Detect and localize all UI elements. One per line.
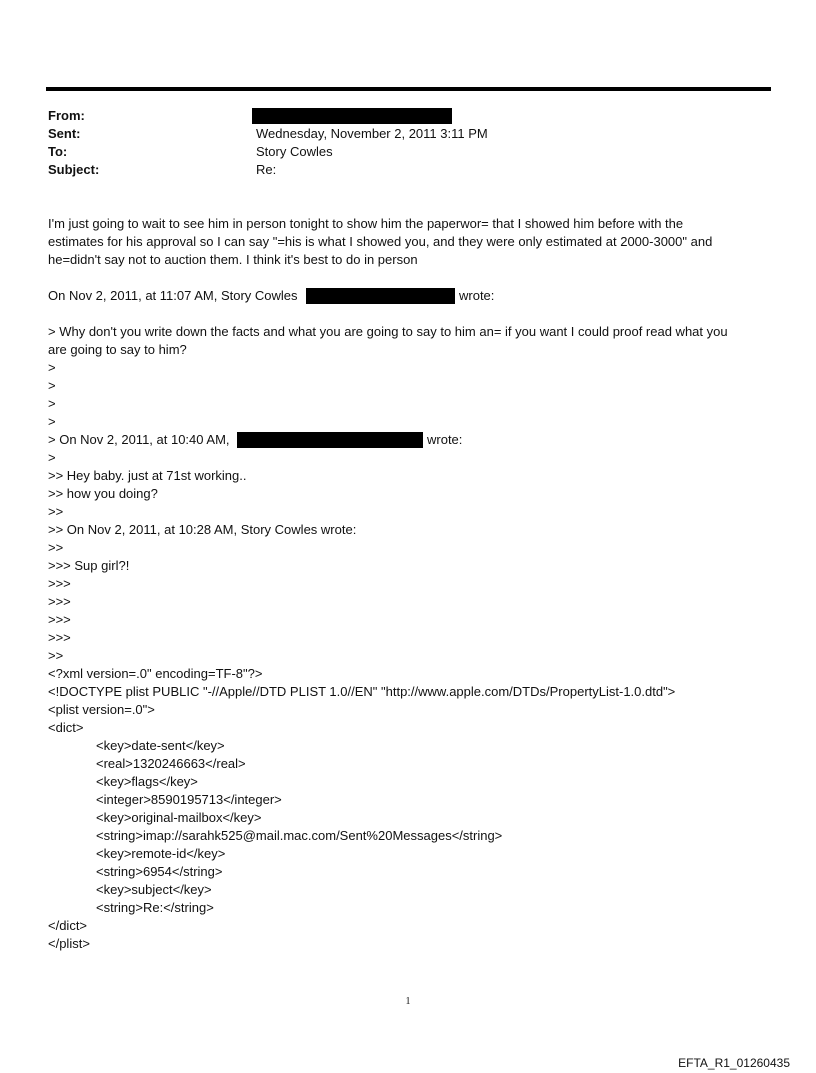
- bates-number: EFTA_R1_01260435: [678, 1056, 790, 1070]
- xml-line: </dict>: [48, 918, 88, 933]
- body-line: >> Hey baby. just at 71st working..: [48, 468, 247, 483]
- quote-marker: >: [48, 396, 56, 411]
- subject-value: Re:: [256, 162, 277, 177]
- quote-marker: >>: [48, 540, 64, 555]
- quote-marker: >>>: [48, 630, 71, 645]
- body-line: I'm just going to wait to see him in person tonight to show him the paperwor= that I showed him before with the: [48, 216, 684, 231]
- body-line: he=didn't say not to auction them. I think it's best to do in person: [48, 252, 418, 267]
- body-line: >>> Sup girl?!: [48, 558, 130, 573]
- xml-line: <!DOCTYPE plist PUBLIC "-//Apple//DTD PLIST 1.0//EN" "http://www.apple.com/DTDs/PropertyList-1.0.dtd">: [48, 684, 676, 699]
- header-rule: [46, 87, 771, 91]
- quote-marker: >: [48, 378, 56, 393]
- to-value: Story Cowles: [256, 144, 333, 159]
- quote-marker: >>: [48, 648, 64, 663]
- quote-header-1-prefix: On Nov 2, 2011, at 11:07 AM, Story Cowles: [48, 288, 298, 303]
- xml-line: </plist>: [48, 936, 90, 951]
- redaction-email-1: [306, 288, 455, 304]
- xml-line: <integer>8590195713</integer>: [96, 792, 282, 807]
- quote-marker: >>>: [48, 594, 71, 609]
- xml-line: <key>subject</key>: [96, 882, 212, 897]
- xml-line: <key>date-sent</key>: [96, 738, 225, 753]
- quote-header-1-suffix: wrote:: [459, 288, 495, 303]
- quote-marker: >: [48, 360, 56, 375]
- xml-line: <key>flags</key>: [96, 774, 198, 789]
- xml-line: <plist version=.0">: [48, 702, 155, 717]
- xml-line: <string>imap://sarahk525@mail.mac.com/Sent%20Messages</string>: [96, 828, 503, 843]
- sent-value: Wednesday, November 2, 2011 3:11 PM: [256, 126, 488, 141]
- xml-line: <key>remote-id</key>: [96, 846, 226, 861]
- xml-line: <string>Re:</string>: [96, 900, 214, 915]
- quote-header-2-prefix: > On Nov 2, 2011, at 10:40 AM,: [48, 432, 230, 447]
- xml-line: <real>1320246663</real>: [96, 756, 246, 771]
- from-label: From:: [48, 108, 85, 123]
- body-line: estimates for his approval so I can say "=his is what I showed you, and they were only estimated at 2000-3000" and: [48, 234, 713, 249]
- quote-marker: >>>: [48, 576, 71, 591]
- xml-line: <key>original-mailbox</key>: [96, 810, 262, 825]
- xml-line: <?xml version=.0" encoding=TF-8"?>: [48, 666, 263, 681]
- xml-line: <string>6954</string>: [96, 864, 223, 879]
- quote-marker: >: [48, 450, 56, 465]
- quote-header-2-suffix: wrote:: [427, 432, 463, 447]
- body-line: >> how you doing?: [48, 486, 158, 501]
- redaction-from: [252, 108, 452, 124]
- quote-header-1: [48, 287, 298, 305]
- quote-marker: >>>: [48, 612, 71, 627]
- quote-marker: >: [48, 414, 56, 429]
- body-line: > Why don't you write down the facts and what you are going to say to him an= if you want I could proof read what you: [48, 324, 728, 339]
- redaction-email-2: [237, 432, 423, 448]
- to-label: To:: [48, 144, 68, 159]
- page-number: 1: [405, 996, 411, 1007]
- sent-label: Sent:: [48, 126, 81, 141]
- xml-line: <dict>: [48, 720, 84, 735]
- body-line: >> On Nov 2, 2011, at 10:28 AM, Story Cowles wrote:: [48, 522, 357, 537]
- body-line: are going to say to him?: [48, 342, 187, 357]
- quote-marker: >>: [48, 504, 64, 519]
- subject-label: Subject:: [48, 162, 100, 177]
